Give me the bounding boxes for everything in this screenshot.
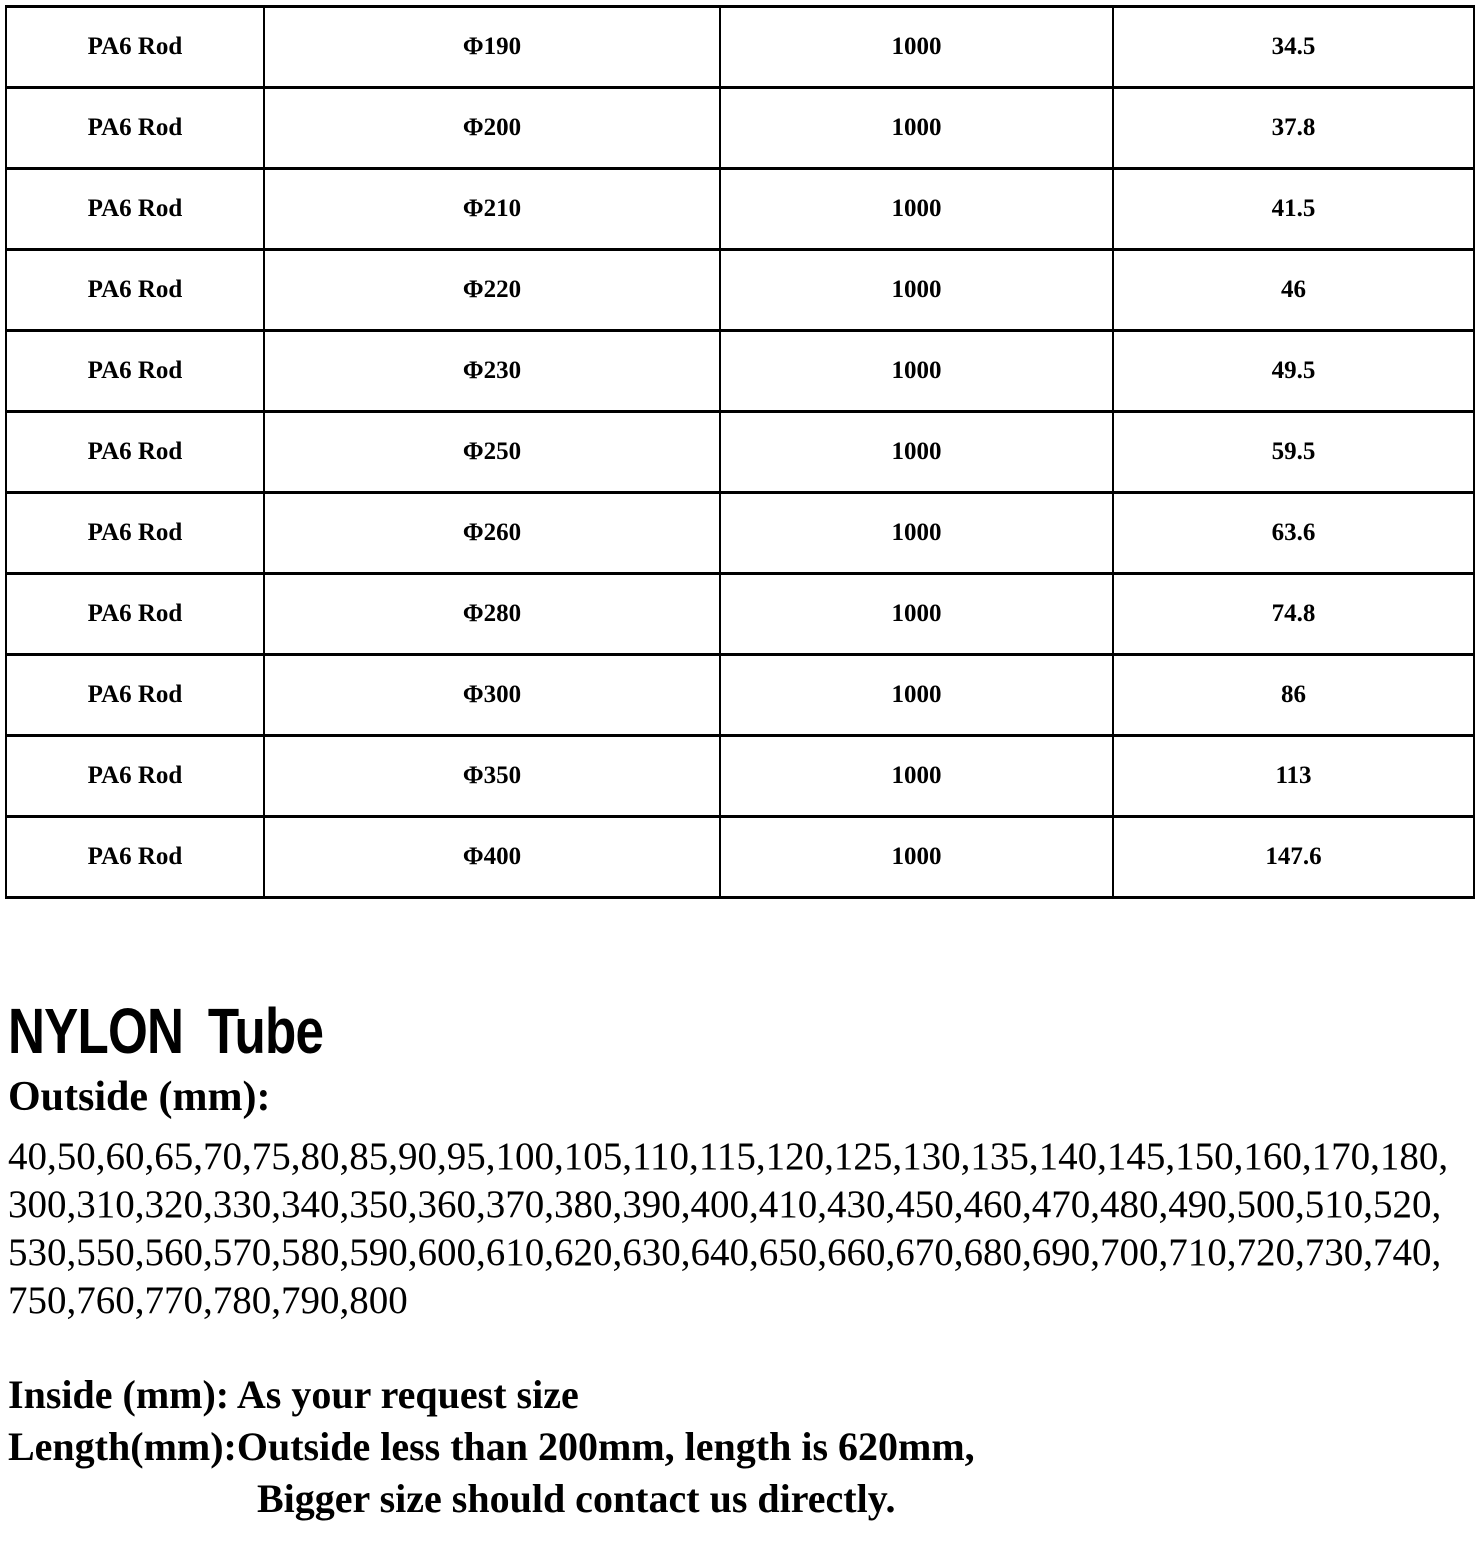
cell-diameter: Φ350: [264, 736, 720, 817]
cell-value: 34.5: [1113, 7, 1474, 88]
table-row: [6, 7, 1474, 88]
cell-value: 86: [1113, 655, 1474, 736]
outside-size-line-4: 750,760,770,780,790,800: [8, 1279, 408, 1322]
cell-diameter: Φ260: [264, 493, 720, 574]
cell-product: PA6 Rod: [6, 169, 264, 250]
cell-product: PA6 Rod: [6, 7, 264, 88]
cell-product: PA6 Rod: [6, 736, 264, 817]
cell-value: 147.6: [1113, 817, 1474, 898]
cell-length: 1000: [720, 817, 1113, 898]
table-row: [6, 412, 1474, 493]
table-row: [6, 493, 1474, 574]
outside-mm-label: Outside (mm):: [8, 1074, 271, 1120]
cell-value: 37.8: [1113, 88, 1474, 169]
cell-product: PA6 Rod: [6, 655, 264, 736]
inside-mm-line: Inside (mm): As your request size: [8, 1372, 579, 1417]
cell-length: 1000: [720, 493, 1113, 574]
pa6-rod-spec-table: [5, 5, 1475, 899]
cell-product: PA6 Rod: [6, 574, 264, 655]
nylon-tube-section: [8, 995, 1470, 1525]
cell-diameter: Φ230: [264, 331, 720, 412]
cell-length: 1000: [720, 655, 1113, 736]
cell-length: 1000: [720, 169, 1113, 250]
cell-diameter: Φ250: [264, 412, 720, 493]
outside-size-line-2: 300,310,320,330,340,350,360,370,380,390,400,410,430,450,460,470,480,490,500,510,520,: [8, 1183, 1442, 1226]
table-row: [6, 574, 1474, 655]
cell-diameter: Φ210: [264, 169, 720, 250]
cell-diameter: Φ400: [264, 817, 720, 898]
outside-size-line-3: 530,550,560,570,580,590,600,610,620,630,640,650,660,670,680,690,700,710,720,730,740,: [8, 1231, 1442, 1274]
outside-size-line-1: 40,50,60,65,70,75,80,85,90,95,100,105,110,115,120,125,130,135,140,145,150,160,170,180,: [8, 1135, 1449, 1178]
cell-length: 1000: [720, 88, 1113, 169]
cell-diameter: Φ220: [264, 250, 720, 331]
cell-product: PA6 Rod: [6, 250, 264, 331]
cell-length: 1000: [720, 250, 1113, 331]
table-row: [6, 817, 1474, 898]
cell-diameter: Φ200: [264, 88, 720, 169]
cell-value: 63.6: [1113, 493, 1474, 574]
cell-value: 59.5: [1113, 412, 1474, 493]
cell-diameter: Φ280: [264, 574, 720, 655]
table-row: [6, 331, 1474, 412]
cell-product: PA6 Rod: [6, 412, 264, 493]
table-row: [6, 655, 1474, 736]
cell-length: 1000: [720, 7, 1113, 88]
cell-product: PA6 Rod: [6, 817, 264, 898]
length-mm-line-continued: Bigger size should contact us directly.: [257, 1476, 896, 1521]
cell-value: 49.5: [1113, 331, 1474, 412]
nylon-tube-heading: NYLON Tube: [8, 995, 324, 1067]
cell-product: PA6 Rod: [6, 331, 264, 412]
cell-value: 41.5: [1113, 169, 1474, 250]
length-mm-line: Length(mm):Outside less than 200mm, length is 620mm,: [8, 1424, 975, 1469]
cell-length: 1000: [720, 331, 1113, 412]
table-row: [6, 88, 1474, 169]
cell-diameter: Φ300: [264, 655, 720, 736]
table-row: [6, 169, 1474, 250]
cell-product: PA6 Rod: [6, 493, 264, 574]
table-row: [6, 250, 1474, 331]
cell-length: 1000: [720, 412, 1113, 493]
table-row: [6, 736, 1474, 817]
cell-value: 46: [1113, 250, 1474, 331]
cell-length: 1000: [720, 574, 1113, 655]
cell-product: PA6 Rod: [6, 88, 264, 169]
cell-value: 113: [1113, 736, 1474, 817]
tube-notes: [8, 1369, 1470, 1525]
cell-length: 1000: [720, 736, 1113, 817]
cell-diameter: Φ190: [264, 7, 720, 88]
cell-value: 74.8: [1113, 574, 1474, 655]
outside-size-list: [8, 1133, 1470, 1325]
